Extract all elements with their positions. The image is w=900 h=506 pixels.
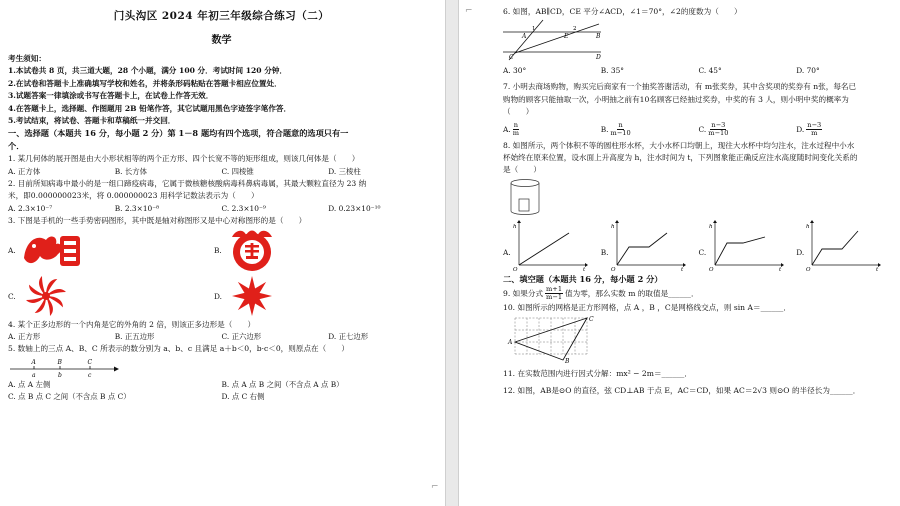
q1-option-a: A. 正方体: [8, 166, 41, 176]
fig10-label-b: B: [565, 358, 570, 365]
q8-graph-d: [796, 219, 894, 271]
q2-option-b: B. 2.3×10⁻⁸: [114, 203, 160, 213]
q8b-x-label: t: [680, 266, 683, 271]
parallel-lines-figure: [503, 18, 607, 64]
question-8-line-1: 8. 如图所示，两个体积不等的圆柱形水杯，大小水杯口均朝上，现往大水杯中均匀注水，注水过程中小水: [503, 140, 855, 150]
question-7-line-1: 7. 小明去商场购物，购买完后商家有一个抽奖答谢活动，有 m张奖券，其中含奖项的奖券有 n张，每名已: [503, 82, 857, 92]
q8b-y-label: h: [610, 223, 615, 230]
q5-option-b: B. 点 A 点 B 之间（不含点 A 点 B）: [221, 379, 344, 389]
question-8-graphs: [503, 219, 894, 271]
q8-graph-b-plot: [611, 219, 687, 271]
fig6-label-d: D: [596, 54, 601, 62]
grid-triangle-figure: [507, 314, 597, 364]
q3-figure-d: [226, 273, 420, 319]
notice-3: 3.试题答案一律填涂或书写在答题卡上，在试卷上作答无效．: [8, 91, 214, 101]
q8-graph-c-label: C.: [698, 247, 707, 257]
section-1-heading: 一、选择题（本题共 16 分，每小题 2 分）第 1－8 题均有四个选项，符合题意的选项只有一: [8, 128, 349, 139]
q1-option-b: B. 长方体: [114, 166, 148, 176]
question-4: 4. 某个正多边形的一个内角是它的外角的 2 倍，则该正多边形是（ ）: [8, 320, 256, 330]
q8c-x-label: t: [778, 266, 781, 271]
question-2-options: [8, 203, 435, 215]
q7-option-c: C. $\frac{n-3}{m-10}$: [698, 120, 729, 137]
q8-graph-b-label: B.: [600, 247, 609, 257]
axis-label-b-upper: B: [57, 358, 62, 366]
question-12: 12. 如图，AB是⊙O 的直径，弦 CD⊥AB 于点 E，AC＝CD，如果 AC＝2√3 则⊙O 的半径长为______．: [503, 385, 861, 395]
q6-option-a: A. 30°: [503, 66, 527, 76]
q6-option-c: C. 45°: [698, 66, 722, 76]
question-8-line-2: 杯始终在原来位置，设水面上升高度为 h，注水时间为 t，下列图象能正确反应注水高度随时间变化关系的: [503, 153, 858, 163]
notice-2: 2.在试卷和答题卡上准确填写学校和姓名，并将条形码粘贴在答题卡相应位置处．: [8, 78, 282, 88]
q5-option-d: D. 点 C 右侧: [221, 391, 265, 401]
spiral-flower-icon: [20, 273, 72, 319]
q8-graph-c-plot: [709, 219, 785, 271]
fig10-label-a: A: [508, 339, 513, 347]
q8-graph-d-label: D.: [796, 247, 805, 257]
question-8-line-3: 是（ ）: [503, 165, 541, 175]
q8-graph-a: [503, 219, 601, 271]
question-7-options: [503, 122, 894, 137]
q3-figure-a: [20, 228, 214, 272]
question-2-line-2: 米，即0.000000023米，将 0.000000023 用科学记数法表示为（ ）: [8, 191, 259, 201]
q8a-y-label: h: [513, 223, 517, 230]
q8-graph-c: [699, 219, 797, 271]
question-3-images-row-1: [8, 227, 435, 273]
q7-option-d: D. $\frac{n-3}{m}$: [796, 120, 822, 137]
q7-option-a: A. $\frac{n}{m}$: [503, 120, 519, 137]
question-5-options-row-2: [8, 391, 435, 403]
q8-graph-b: [601, 219, 699, 271]
q5-option-a: A. 点 A 左侧: [8, 379, 51, 389]
notice-heading: 考生须知：: [8, 54, 46, 63]
q8-graph-d-plot: [806, 219, 882, 271]
page-gap: [446, 0, 458, 506]
q8b-origin-label: O: [610, 266, 616, 271]
star-flower-icon: [226, 273, 278, 319]
fig10-label-c: C: [589, 316, 594, 324]
axis-label-c-upper: C: [87, 358, 93, 366]
question-9: [503, 286, 894, 302]
q4-option-b: B. 正五边形: [114, 332, 155, 342]
q3-label-b: B.: [214, 245, 222, 255]
q9-prefix: 9. 如果分式: [503, 288, 544, 298]
q7-d-fraction: $\frac{n-3}{m}$: [807, 120, 822, 137]
q3-label-c: C.: [8, 291, 16, 301]
q8a-origin-label: O: [513, 266, 518, 271]
fig6-angle-2: 2: [573, 26, 577, 33]
question-2-line-1: 2. 目前所知病毒中最小的是一组口蹄疫病毒，它属于微核糖核酸病毒科鼻病毒属，其最大颗粒直径为 23 纳: [8, 178, 367, 188]
q4-option-a: A. 正方形: [8, 332, 41, 342]
notice-1: 1.本试卷共 8 页，共三道大题，28 个小题，满分 100 分．考试时间 120 分钟．: [8, 66, 288, 76]
fig6-label-a: A: [522, 33, 527, 41]
q3-figure-c: [20, 273, 214, 319]
subject-title: 数学: [211, 35, 232, 46]
q9-suffix: 值为零，那么实数 m 的取值是______．: [565, 288, 699, 298]
notice-5: 5.考试结束，将试卷、答题卡和草稿纸一并交回．: [8, 116, 176, 126]
exam-title: 门头沟区 2024 年初三年级综合练习（二）: [113, 10, 330, 22]
question-3: 3. 下图是手机的一些手势密码图形，其中既是轴对称图形又是中心对称图形的是（ ）: [8, 215, 307, 225]
q4-option-d: D. 正七边形: [328, 332, 369, 342]
document-page-1: [0, 0, 446, 506]
question-10: 10. 如图所示的网格是正方形网格，点 A ，B ，C是网格线交点，则 sin A＝______．: [503, 302, 791, 312]
notice-4: 4.在答题卡上，选择题、作图题用 2B 铅笔作答，其它试题用黑色字迹签字笔作答．: [8, 103, 292, 113]
section-1-heading-cont: 个．: [8, 141, 25, 152]
page-corner-mark-icon: ⌐: [431, 482, 439, 492]
fig6-angle-1: 1: [532, 26, 536, 33]
q8-graph-a-plot: [513, 219, 589, 271]
q7-option-b: B. $\frac{n}{m-10}$: [600, 120, 631, 137]
question-6: 6. 如图，AB∥CD，CE 平分∠ACD，∠1＝70°，∠2的度数为（ ）: [503, 7, 742, 16]
q2-option-c: C. 2.3×10⁻⁹: [221, 203, 266, 213]
q7-c-fraction: $\frac{n-3}{m-10}$: [708, 120, 729, 137]
question-7-line-2: 购物的顾客只能抽取一次，小明抽之前有10名顾客已经抽过奖券，中奖的有 3 人，则小明中奖的概率为: [503, 94, 849, 104]
q8d-origin-label: O: [806, 266, 811, 271]
q2-option-d: D. 0.23×10⁻¹⁰: [328, 203, 381, 213]
dragon-papercut-icon: [20, 228, 82, 272]
q6-option-d: D. 70°: [796, 66, 820, 76]
axis-label-a-lower: a: [32, 371, 36, 379]
document-page-2: [458, 0, 900, 506]
q7-b-fraction: $\frac{n}{m-10}$: [610, 120, 631, 137]
number-line-figure: [10, 357, 120, 379]
fig6-label-e: E: [564, 33, 569, 41]
q2-option-a: A. 2.3×10⁻⁷: [8, 203, 53, 213]
spring-papercut-icon: [226, 227, 278, 273]
q8d-x-label: t: [876, 266, 879, 271]
question-3-images-row-2: [8, 273, 435, 319]
fig6-label-b: B: [596, 33, 601, 41]
q4-option-c: C. 正六边形: [221, 332, 262, 342]
q8c-origin-label: O: [708, 266, 714, 271]
q5-option-c: C. 点 B 点 C 之间（不含点 B 点 C）: [8, 391, 131, 401]
q8c-y-label: h: [708, 223, 713, 230]
q3-label-a: A.: [8, 245, 16, 255]
q3-label-d: D.: [214, 291, 223, 301]
question-1-options: [8, 166, 435, 178]
q6-option-b: B. 35°: [600, 66, 624, 76]
q1-option-d: D. 三棱柱: [328, 166, 361, 176]
axis-label-b-lower: b: [58, 371, 62, 379]
question-6-options: [503, 65, 894, 77]
q3-figure-b: [226, 227, 420, 273]
page-corner-mark-icon: ⌐: [465, 6, 473, 16]
q1-option-c: C. 四棱锥: [221, 166, 254, 176]
question-4-options: [8, 331, 435, 343]
fig6-label-c: C: [509, 54, 514, 62]
q9-fraction: $\frac{m+1}{m-1}$: [546, 285, 563, 302]
question-5: 5. 数轴上的三点 A、B、C 所表示的数分别为 a、b、c 且满足 a＋b＜0，b·c＜0，则原点在（ ）: [8, 344, 350, 354]
cylinder-cups-figure: [507, 177, 547, 217]
axis-label-a-upper: A: [31, 358, 36, 366]
question-5-options-row-1: [8, 379, 435, 391]
q7-a-fraction: $\frac{n}{m}$: [512, 120, 519, 137]
q8a-x-label: t: [583, 266, 586, 271]
axis-label-c-lower: c: [88, 371, 92, 379]
question-11: 11. 在实数范围内进行因式分解：mx² − 2m＝______．: [503, 369, 692, 379]
q8d-y-label: h: [806, 223, 810, 230]
q8-graph-a-label: A.: [503, 247, 511, 257]
question-7-line-3: （ ）: [503, 107, 534, 117]
question-1: 1. 某几何体的展开图是由大小形状相等的两个正方形、四个长宽不等的矩形组成，则该几何体是（ ）: [8, 154, 360, 164]
section-2-heading: 二、填空题（本题共 16 分，每小题 2 分）: [503, 273, 663, 284]
